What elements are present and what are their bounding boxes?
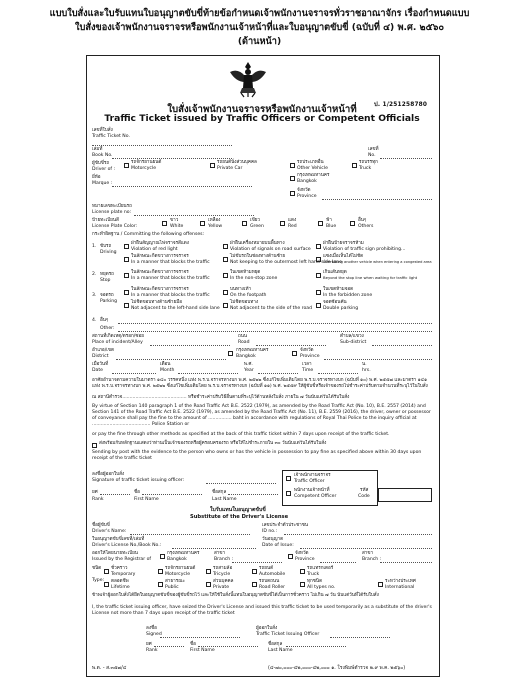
type-motorcycle-th: รถจักรยานยนต์: [165, 566, 196, 571]
color-other-th: อื่นๆ: [358, 218, 367, 223]
offense-group-3-num: 3.: [92, 293, 97, 298]
offense-not-left-checkbox[interactable]: [124, 303, 129, 308]
book-label-th: เล่มที่: [92, 147, 103, 152]
time-th: เวลา: [302, 362, 312, 367]
sign-field[interactable]: [206, 483, 276, 484]
offense-group-2-num: 2.: [92, 272, 97, 277]
type-motorcycle-en: Motorcycle: [165, 572, 191, 577]
title-thai: ใบสั่งเจ้าพนักงานจราจรหรือพนักงานเจ้าหน้าที่: [167, 104, 357, 115]
bangkok-th: กรุงเทพมหานคร: [297, 173, 330, 178]
registrar-bangkok-th: กรุงเทพมหานคร: [167, 551, 200, 556]
place-province-checkbox[interactable]: [292, 351, 297, 356]
district-field[interactable]: [116, 359, 226, 360]
offense-c1-3: ในลักษณะกีดขวางการจราจร: [131, 254, 189, 259]
registrar-bangkok-checkbox[interactable]: [160, 554, 165, 559]
vehicle-private-car-checkbox[interactable]: [210, 163, 215, 168]
offense-c2-7: บนทางเท้า: [230, 287, 252, 292]
type-label-en: Type:: [92, 578, 105, 583]
offense-c1-10: Not adjacent to the left-hand side lane: [131, 306, 220, 311]
year-th: พ.ศ.: [244, 362, 253, 367]
type-public-checkbox[interactable]: [158, 582, 163, 587]
color-blue-en: Blue: [326, 224, 337, 229]
code-en: Code: [358, 494, 370, 499]
offense-group-2-en: Stop: [100, 278, 111, 283]
offense-group-1-th: ขับรถ: [100, 244, 112, 249]
offense-group-4-num: 4.: [92, 318, 97, 323]
road-field[interactable]: [256, 345, 326, 346]
date-field[interactable]: [112, 373, 156, 374]
vehicle-motorcycle-th: รถจักรยานยนต์: [131, 160, 162, 165]
offense-c3-9: จอดซ้อนคัน: [323, 300, 347, 305]
competent-officer-en: Competent Officer: [294, 494, 337, 499]
month-field[interactable]: [178, 373, 238, 374]
color-white-en: White: [170, 224, 184, 229]
offense-c1-1: ฝ่าฝืนสัญญาณไฟจราจรสีแดง: [131, 241, 190, 246]
type-road-roller-en: Road Roller: [259, 585, 286, 590]
road-en: Road: [238, 340, 250, 345]
ticket-no-field[interactable]: [92, 145, 232, 146]
offense-left-lane-checkbox[interactable]: [223, 257, 228, 262]
color-red-en: Red: [288, 224, 297, 229]
plate-label-th: หมายเลขทะเบียนรถ: [92, 204, 132, 209]
vehicle-other-en: Other Vehicle: [297, 166, 328, 171]
offense-c3-8: In the forbidden zone: [323, 293, 373, 298]
last-name-th: ชื่อสกุล: [212, 490, 227, 495]
type-automobile-checkbox[interactable]: [252, 569, 257, 574]
offense-group-4-en: Other:: [100, 326, 115, 331]
color-other-en: Others: [358, 224, 374, 229]
offense-park-block-checkbox[interactable]: [124, 290, 129, 295]
issue-date-th: วันอนุญาต: [262, 537, 284, 542]
subdistrict-th: ตำบล/แขวง: [340, 334, 364, 339]
color-green-checkbox[interactable]: [242, 221, 247, 226]
traffic-officer-en: Traffic Officer: [294, 479, 325, 484]
legal-english-1: By virtue of Section 140 paragraph 1 of the Road Traffic Act B.E. 2522 (1979), as amended by the Road Traffic Act (No. 10), B.E. 2557 (2014) and Section 141 of the Road Traffic Act B.E. 2522 (1979), as amended by the Road Traffic Act (No. 11), B.E. 2559 (2016), the driver, owner or possessor of conveyance shall pay the fine to the amount of ................ baht in accordance with regulations of Royal Thai Police to the inquiry official at ........................................ Police Station or: [92, 404, 431, 427]
offense-c1-4: In a manner that blocks the traffic: [131, 260, 210, 265]
offense-c2-5: ในเขตห้ามหยุด: [230, 270, 261, 275]
offense-c3-3: แซงเมื่อเห็นได้ไม่ชัด: [323, 254, 364, 259]
offense-overtake-checkbox[interactable]: [316, 257, 321, 262]
branch-field[interactable]: [232, 562, 282, 563]
rank2-th: ยศ: [146, 642, 152, 647]
place-province-field[interactable]: [324, 359, 432, 360]
substitute-note-th: ข้าพเจ้าผู้ออกใบสั่งได้ยึดใบอนุญาตขับขี่ของผู้ขับขี่รถไว้ และให้ใช้ใบสั่งนี้แทนใบอนุญาตขับขี่ได้เป็นการชั่วคราว ไม่เกิน ๗ วัน นับแต่วันที่ได้รับใบสั่ง: [92, 593, 379, 598]
first-name-th: ชื่อ: [134, 490, 140, 495]
color-other-checkbox[interactable]: [350, 221, 355, 226]
type-lifetime-th: ตลอดชีพ: [111, 579, 129, 584]
district-th: อำเภอ/เขต: [92, 348, 114, 353]
date-th: เมื่อวันที่: [92, 362, 109, 367]
offense-group-3-en: Parking: [100, 299, 118, 304]
offense-non-stop-checkbox[interactable]: [223, 273, 228, 278]
type-private-th: ส่วนบุคคล: [213, 579, 234, 584]
plate-field[interactable]: [134, 215, 254, 216]
license-no-th: ใบอนุญาตขับขี่เลขที่/เล่มที่: [92, 537, 145, 542]
rank-field[interactable]: [100, 494, 130, 495]
last2-field[interactable]: [286, 646, 346, 647]
color-white-checkbox[interactable]: [162, 221, 167, 226]
id-en: ID no.:: [262, 529, 278, 534]
registrar-province-checkbox[interactable]: [288, 554, 293, 559]
offense-stop-line-checkbox[interactable]: [316, 273, 321, 278]
rank2-field[interactable]: [154, 646, 184, 647]
serial-number: ป. 1/251258780: [374, 102, 428, 108]
type-motorcycle-checkbox[interactable]: [158, 569, 163, 574]
date-en: Date: [92, 368, 103, 373]
other-offense-field-1[interactable]: [118, 323, 432, 324]
offense-sign-prohibit-checkbox[interactable]: [316, 244, 321, 249]
sign-label-th: ลงชื่อผู้ออกใบสั่ง: [92, 472, 125, 477]
brand-field[interactable]: [112, 186, 252, 187]
substitute-title-en: Substitute of the Driver's License: [190, 514, 289, 520]
subdistrict-en: Sub-district: [340, 340, 367, 345]
issuer-sign-field[interactable]: [330, 637, 390, 638]
signed-en: Signed: [146, 632, 162, 637]
offense-group-1-en: Driving: [100, 250, 117, 255]
license-no-field[interactable]: [172, 548, 256, 549]
month-th: เดือน: [160, 362, 171, 367]
offense-footpath-checkbox[interactable]: [223, 290, 228, 295]
header-line-1: แบบใบสั่งและใบรับแทนใบอนุญาตขับขี่ท้ายข้อกำหนดเจ้าพนักงานจราจรทั่วราชอาณาจักร เรื่องกำหนดแบบ: [49, 8, 470, 19]
road-th: ถนน: [238, 334, 248, 339]
last-name-field[interactable]: [228, 494, 278, 495]
hrs-en: hrs.: [362, 368, 371, 373]
place-province-th: จังหวัด: [300, 348, 314, 353]
last2-th: ชื่อสกุล: [268, 642, 283, 647]
brand-label-th: ยี่ห้อ: [92, 175, 101, 180]
header-line-2: ใบสั่งของเจ้าพนักงานจราจรหรือพนักงานเจ้าหน้าที่และใบอนุญาตขับขี่ (ฉบับที่ ๔) พ.ศ. ๒๕๖๐: [75, 22, 444, 33]
vehicle-other-checkbox[interactable]: [290, 163, 295, 168]
registrar-bangkok-en: Bangkok: [167, 557, 187, 562]
rank2-en: Rank: [146, 648, 158, 653]
type-automobile-th: รถยนต์: [259, 566, 274, 571]
branch-en: Branch :: [214, 557, 234, 562]
other-offense-field-2[interactable]: [118, 331, 432, 332]
province-th: จังหวัด: [297, 188, 311, 193]
vehicle-motorcycle-checkbox[interactable]: [124, 163, 129, 168]
offense-c2-4: Not keeping to the outermost left hand side lane: [230, 260, 342, 265]
registrar-branch-en: Branch :: [362, 557, 382, 562]
last2-en: Last Name: [268, 648, 293, 653]
code-th: รหัส: [360, 488, 369, 493]
color-white-th: ขาว: [170, 218, 179, 223]
vehicle-other-th: รถประเภทอื่น: [297, 160, 324, 165]
color-yellow-checkbox[interactable]: [200, 221, 205, 226]
book-field[interactable]: [112, 158, 232, 159]
vehicle-private-car-th: รถยนต์นั่งส่วนบุคคล: [217, 160, 257, 165]
vehicle-truck-checkbox[interactable]: [352, 163, 357, 168]
offense-c2-1: ฝ่าฝืนเครื่องหมายบนพื้นทาง: [230, 241, 285, 246]
color-yellow-en: Yellow: [208, 224, 223, 229]
competent-officer-th: พนักงานเจ้าหน้าที่: [294, 488, 330, 493]
place-bangkok-en: Bangkok: [236, 354, 256, 359]
legal-english-2: or pay the fine through other methods as specified at the back of this traffic ticket within 7 days upon receipt of the traffic ticket.: [92, 432, 390, 437]
plate-color-th: ป้ายทะเบียนสี: [92, 218, 119, 223]
type-lifetime-en: Lifetime: [111, 585, 130, 590]
type-all-checkbox[interactable]: [300, 582, 305, 587]
plate-label-en: License plate no:: [92, 210, 132, 215]
bangkok-en: Bangkok: [297, 179, 317, 184]
bangkok-checkbox[interactable]: [290, 176, 295, 181]
first-name-en: First Name: [134, 497, 159, 502]
issuer-th: ผู้ออกใบสั่ง: [256, 626, 278, 631]
first2-field[interactable]: [198, 646, 258, 647]
offense-c2-6: In the non-stop zone: [230, 276, 278, 281]
type-truck-checkbox[interactable]: [300, 569, 305, 574]
registrar-province-en: Province: [295, 557, 315, 562]
type-tricycle-en: Tricycle: [213, 572, 231, 577]
first-name-field[interactable]: [142, 494, 202, 495]
type-road-roller-th: รถบดถนน: [259, 579, 280, 584]
sign-label-en: Signature of traffic ticket issuing officer:: [92, 478, 185, 483]
time-en: Time: [302, 368, 314, 373]
legal-thai-3: ส่งพร้อมกับหลักฐานแสดงว่าท่านเป็นเจ้าของรถหรือผู้ครอบครองรถ หรือให้ไปชำระภายใน ๓๐ วันนับแต่วันได้รับใบสั่ง: [99, 441, 327, 446]
substitute-title-th: ใบรับแทนใบอนุญาตขับขี่: [210, 507, 266, 513]
type-all-th: ทุกชนิด: [307, 579, 323, 584]
type-temporary-th: ชั่วคราว: [111, 566, 128, 571]
color-blue-checkbox[interactable]: [318, 221, 323, 226]
rank-en: Rank: [92, 497, 104, 502]
signed-th: ลงชื่อ: [146, 626, 157, 631]
offense-drive-block-checkbox[interactable]: [124, 257, 129, 262]
offense-double-park-checkbox[interactable]: [316, 303, 321, 308]
brand-label-en: Marque :: [92, 181, 113, 186]
offense-c3-7: ในเขตห้ามจอด: [323, 287, 354, 292]
color-yellow-th: เหลือง: [208, 218, 221, 223]
type-private-en: Private: [213, 585, 230, 590]
offense-c3-2: Violation of traffic sign prohibiting...: [323, 247, 406, 252]
type-automobile-en: Automobile: [259, 572, 286, 577]
offense-forbidden-zone-checkbox[interactable]: [316, 290, 321, 295]
type-label-th: ชนิด: [92, 566, 102, 571]
driver-label-th: ผู้ขับขี่รถ: [92, 161, 110, 166]
legal-thai-2: ณ สถานีตำรวจ............................................ หรือชำระค่าปรับวิธีอื่นตามที่ระบุไว้ด้านหลังใบสั่ง ภายใน ๗ วันนับแต่วันได้รับใบสั่ง: [92, 395, 350, 400]
place-th: สถานที่เกิดเหตุ/ตรอก/ซอย: [92, 334, 144, 339]
substitute-note-en: I, the traffic ticket issuing officer, have seized the Driver's License and issued this traffic ticket to be used temporarily as a substitute of the driver's License not more than 7 days upon receipt of the traffic ticket: [92, 605, 432, 616]
hrs-th: น.: [362, 362, 367, 367]
offense-c2-3: ไม่ขับรถในช่องทางด้านซ้าย: [230, 254, 286, 259]
vehicle-truck-th: รถบรรทุก: [359, 160, 378, 165]
district-en: District: [92, 354, 109, 359]
rank-th: ยศ: [92, 490, 98, 495]
registrar-province-th: จังหวัด: [295, 551, 309, 556]
offense-c1-5: ในลักษณะกีดขวางการจราจร: [131, 270, 189, 275]
code-field[interactable]: [378, 488, 432, 502]
offense-c1-2: Violation of red light: [131, 247, 178, 252]
type-truck-en: Truck: [307, 572, 320, 577]
offense-c3-10: Double parking: [323, 306, 359, 311]
year-en: Year: [244, 368, 254, 373]
province-field[interactable]: [322, 199, 432, 200]
offense-c1-7: ในลักษณะกีดขวางการจราจร: [131, 287, 189, 292]
offense-c2-9: ไม่ชิดขอบทาง: [230, 300, 259, 305]
type-public-th: สาธารณะ: [165, 579, 185, 584]
offense-c2-10: Not adjacent to the side of the road: [230, 306, 313, 311]
place-bangkok-checkbox[interactable]: [228, 351, 233, 356]
issue-date-field[interactable]: [300, 548, 432, 549]
place-bangkok-th: กรุงเทพมหานคร: [236, 348, 269, 353]
ticket-no-label-en: Traffic Ticket No.: [92, 134, 130, 139]
license-no-en: Driver's License No./Book No.:: [92, 543, 162, 548]
type-road-roller-checkbox[interactable]: [252, 582, 257, 587]
place-field[interactable]: [150, 345, 230, 346]
id-field[interactable]: [284, 534, 432, 535]
registrar-branch-field[interactable]: [380, 562, 432, 563]
province-en: Province: [297, 194, 317, 199]
legal-thai-1: อาศัยอำนาจตามความในมาตรา ๑๔๐ วรรคหนึ่ง แห่ง พ.ร.บ.จราจรทางบก พ.ศ. ๒๕๒๒ ซึ่งแก้ไขเพิ่มเติมโดย พ.ร.บ.จราจรทางบก (ฉบับที่ ๑๐) พ.ศ. ๒๕๕๗ และมาตรา ๑๔๑ แห่ง พ.ร.บ.จราจรทางบก พ.ศ. ๒๕๒๒ ซึ่งแก้ไขเพิ่มเติมโดย พ.ร.บ.จราจรทางบก (ฉบับที่ ๑๑) พ.ศ. ๒๕๕๙ ให้ผู้ขับขี่หรือเจ้าของรถไปชำระค่าปรับตามจำนวนที่ระบุไว้ในใบสั่ง: [92, 378, 428, 389]
type-international-th: ระหว่างประเทศ: [385, 579, 416, 584]
book-no-label-th: เลขที่: [368, 147, 379, 152]
plate-color-en: License Plate Color:: [92, 224, 138, 229]
type-private-checkbox[interactable]: [206, 582, 211, 587]
offense-c1-9: ไม่ชิดขอบทางด้านซ้ายมือ: [131, 300, 182, 305]
type-tricycle-checkbox[interactable]: [206, 569, 211, 574]
offense-red-light-checkbox[interactable]: [124, 244, 129, 249]
driver-label-en: Driver of :: [92, 167, 116, 172]
color-red-th: แดง: [288, 218, 297, 223]
offense-c3-4: Overtaking another vehicle when entering a congested area: [323, 260, 432, 264]
year-field[interactable]: [258, 373, 298, 374]
id-th: เลขประจำตัวประชาชน: [262, 523, 309, 528]
book-label-en: Book No.: [92, 153, 113, 158]
color-green-en: Green: [250, 224, 264, 229]
traffic-officer-th: เจ้าพนักงานจราจร: [294, 473, 331, 478]
type-truck-th: รถแทรกเตอร์: [307, 566, 334, 571]
offense-c2-2: Violation of signals on road surface: [230, 247, 311, 252]
type-all-en: All types no.: [307, 585, 336, 590]
footer-form-code: พ.ต. - ส.๓๕๗/๔: [92, 666, 127, 671]
offense-stop-block-checkbox[interactable]: [124, 273, 129, 278]
time-field[interactable]: [318, 373, 358, 374]
offense-group-3-th: จอดรถ: [100, 293, 114, 298]
province-checkbox[interactable]: [290, 191, 295, 196]
legal-english-3: Sending by post with the evidence to the person who owns or has the vehicle in possession to pay fine as specified above within 30 days upon receipt of the traffic ticket: [92, 450, 422, 461]
month-en: Month: [160, 368, 175, 373]
type-international-en: International: [385, 585, 415, 590]
type-temporary-checkbox[interactable]: [104, 569, 109, 574]
offenses-label: กระทำผิดฐาน / Committing the following offenses:: [92, 232, 205, 237]
place-en: Place of incident/Alley: [92, 340, 143, 345]
traffic-officer-checkbox[interactable]: [286, 476, 291, 481]
send-by-post-checkbox[interactable]: [92, 443, 97, 448]
color-blue-th: ฟ้า: [326, 218, 332, 223]
title-english: Traffic Ticket issued by Traffic Officers or Competent Officials: [104, 113, 420, 124]
type-tricycle-th: รถสามล้อ: [213, 566, 233, 571]
offense-c3-6: Beyond the stop line when waiting for traffic light: [323, 275, 418, 280]
header-line-3: (ด้านหน้า): [237, 36, 282, 47]
offense-group-4-th: อื่นๆ: [100, 318, 109, 323]
offense-road-signal-checkbox[interactable]: [223, 244, 228, 249]
offense-group-2-th: หยุดรถ: [100, 272, 114, 277]
offense-c3-1: ฝ่าฝืนป้ายจราจรห้าม: [323, 241, 364, 246]
competent-officer-checkbox[interactable]: [286, 491, 291, 496]
registrar-th: ออกให้โดยนายทะเบียน: [92, 551, 138, 556]
driver-name-en: Driver's Name:: [92, 529, 127, 534]
type-public-en: Public: [165, 585, 179, 590]
offense-c2-8: On the footpath: [230, 293, 267, 298]
type-lifetime-checkbox[interactable]: [104, 582, 109, 587]
branch-th: สาขา: [214, 551, 226, 556]
vehicle-motorcycle-en: Motorcycle: [131, 166, 157, 171]
first2-th: ชื่อ: [190, 642, 196, 647]
type-temporary-en: Temporary: [111, 572, 136, 577]
book-no-field[interactable]: [380, 158, 432, 159]
vehicle-private-car-en: Private Car: [217, 166, 243, 171]
offense-side-road-checkbox[interactable]: [223, 303, 228, 308]
garuda-emblem-icon: [228, 60, 268, 98]
offense-group-1-num: 1.: [92, 244, 97, 249]
place-province-en: Province: [300, 354, 320, 359]
last-name-en: Last Name: [212, 497, 237, 502]
registrar-en: Issued by the Registrar of: [92, 557, 152, 562]
type-international-checkbox[interactable]: [378, 582, 383, 587]
offense-c3-5: เกินเส้นหยุด: [323, 270, 347, 275]
footer-print-info: (๔-๗๐,๐๐๐-๔๒,๐๐๐-๔๒,๐๐๐ ๑. โรงพิมพ์ตำรวจ ๒.๙ พ.ค. ๒๕๖๐): [268, 666, 406, 671]
book-no-label-en: No.: [368, 153, 376, 158]
vehicle-truck-en: Truck: [359, 166, 372, 171]
color-red-checkbox[interactable]: [280, 221, 285, 226]
first2-en: First Name: [190, 648, 215, 653]
driver-name-field[interactable]: [130, 534, 250, 535]
ticket-no-label-th: เลขที่ใบสั่ง: [92, 128, 113, 133]
offense-c1-6: In a manner that blocks the traffic: [131, 276, 210, 281]
issuer-en: Traffic Ticket Issuing Officer: [256, 632, 320, 637]
issue-date-en: Date of Issue:: [262, 543, 294, 548]
offense-c1-8: In a manner that blocks the traffic: [131, 293, 210, 298]
driver-sign-field[interactable]: [160, 637, 240, 638]
registrar-province-field[interactable]: [320, 562, 356, 563]
driver-name-th: ชื่อผู้ขับขี่: [92, 523, 110, 528]
color-green-th: เขียว: [250, 218, 260, 223]
subdistrict-field[interactable]: [372, 345, 432, 346]
registrar-branch-th: สาขา: [362, 551, 374, 556]
